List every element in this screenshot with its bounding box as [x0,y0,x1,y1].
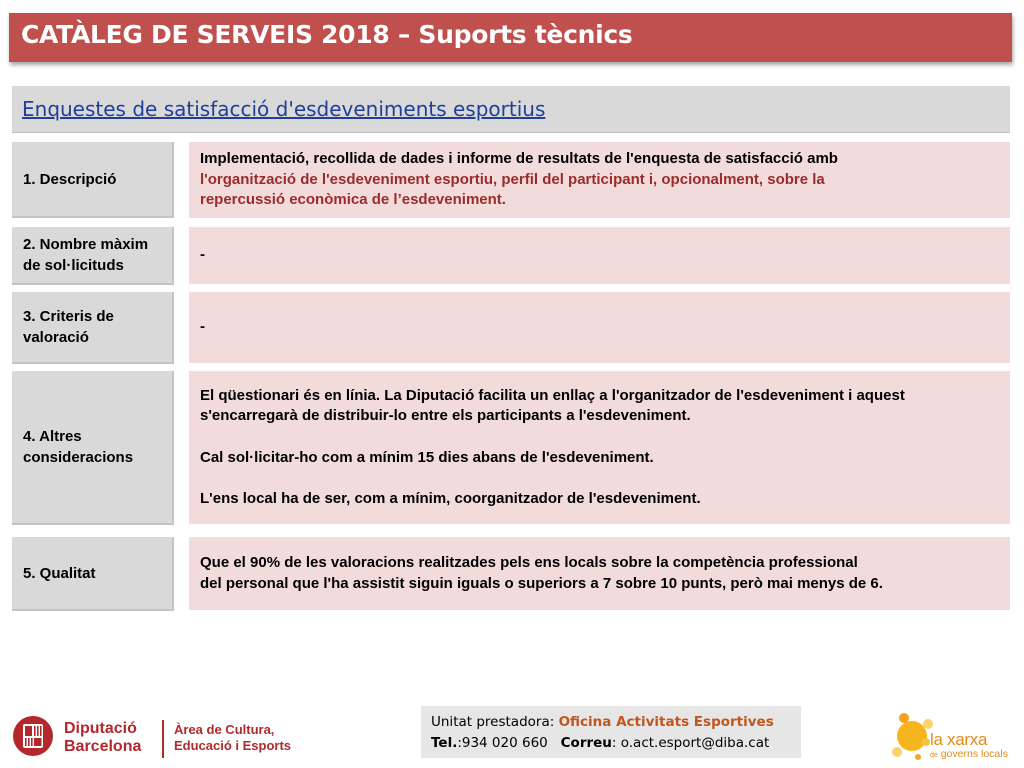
title-bar [9,13,1012,62]
subtitle-link[interactable]: Enquestes de satisfacció d'esdeveniments esportius [22,97,546,121]
row-content-descripcio [189,142,1010,218]
consideration-line: s'encarregarà de distribuir-lo entre els participants a l'esdeveniment. [200,407,691,424]
row-label-descripcio [12,142,174,218]
description-line: Implementació, recollida de dades i informe de resultats de l'enquesta de satisfacció amb [200,150,838,168]
consideration-line: Cal sol·licitar-ho com a mínim 15 dies abans de l'esdeveniment. [200,448,654,466]
contact-line: Tel.:934 020 660 Correu: o.act.esport@diba.cat [431,735,770,751]
row-label-text: 1. Descripció [23,170,117,188]
xarxa-name: la xarxa [930,730,988,749]
unit-value: Oficina Activitats Esportives [558,714,774,730]
area-name: Àrea de Cultura, Educació i Esports [174,722,292,753]
subtitle-bar [12,86,1010,133]
logo-divider [162,720,164,758]
quality-line: Que el 90% de les valoracions realitzades pels ens locals sobre la competència professional [200,554,858,571]
page-title: CATÀLEG DE SERVEIS 2018 – Suports tècnics [21,20,633,49]
xarxa-subtitle: de governs locals [930,748,1008,760]
row-label-nombre-maxim [12,227,174,285]
row-label-text: 3. Criteris de valoració [23,308,114,346]
email-value[interactable]: : o.act.esport@diba.cat [611,735,770,751]
row-content-criteris [189,292,1010,363]
consideration-line: L'ens local ha de ser, com a mínim, coorganitzador de l'esdeveniment. [200,490,701,507]
quality-line: del personal que l'ha assistit siguin iguals o superiors a 7 sobre 10 punts, però mai menys de 6. [200,574,883,592]
row-label-text: 2. Nombre màxim de sol·licituds [23,236,149,274]
row-label-criteris [12,292,174,364]
diputacio-logo [12,712,312,762]
row-value: - [200,246,205,264]
diputacio-crest-icon [12,715,54,757]
row-content-qualitat [189,537,1010,610]
row-value: - [200,318,205,336]
diputacio-name: Diputació Barcelona [64,720,142,755]
contact-box [421,706,801,758]
row-label-qualitat [12,537,174,611]
row-content-nombre-maxim [189,227,1010,284]
description-line: l'organització de l'esdeveniment esportiu, perfil del participant i, opcionalment, sobre la [200,170,825,188]
xarxa-dots-icon [888,712,934,762]
row-label-text: 4. Altres consideracions [23,428,134,466]
row-label-altres [12,371,174,525]
consideration-line: El qüestionari és en línia. La Diputació facilita un enllaç a l'organitzador de l'esdeveniment i aquest [200,386,905,404]
unit-line: Unitat prestadora: Oficina Activitats Esportives [431,714,774,730]
xarxa-logo [884,710,1014,764]
description-line: repercussió econòmica de l’esdeveniment. [200,191,506,209]
phone-value: :934 020 660 [457,735,548,751]
row-label-text: 5. Qualitat [23,564,96,582]
row-content-altres [189,371,1010,524]
